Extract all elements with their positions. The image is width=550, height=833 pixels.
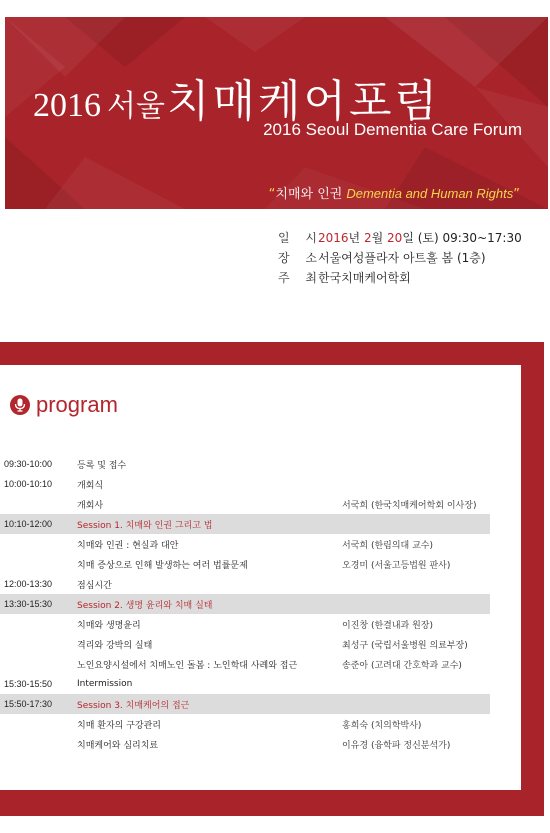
schedule-speaker [342, 594, 490, 614]
schedule-row [0, 454, 490, 474]
schedule-speaker: 서국희 (한림의대 교수) [342, 540, 433, 551]
schedule-time: 13:30-15:30 [0, 594, 77, 614]
schedule-title: 개회식 [77, 480, 104, 491]
schedule-speaker: 송준아 (고려대 간호학과 교수) [342, 660, 462, 671]
schedule-title: 치매와 인권 : 현실과 대안 [77, 540, 179, 551]
title-main: 치매케어포럼 [166, 76, 440, 127]
schedule-speaker [342, 574, 490, 594]
title-year: 2016 [33, 87, 101, 124]
schedule-row [0, 734, 490, 754]
schedule-speaker: 이유경 (융학파 정신분석가) [342, 740, 451, 751]
english-title: 2016 Seoul Dementia Care Forum [263, 120, 522, 139]
schedule-time [0, 614, 77, 634]
schedule-speaker [342, 474, 490, 494]
host-value: 한국치매케어학회 [318, 271, 411, 285]
schedule-time [0, 654, 77, 674]
schedule-row [0, 714, 490, 734]
schedule-title: 개회사 [77, 500, 104, 511]
schedule-row [0, 474, 490, 494]
forum-theme [269, 183, 520, 202]
place-value: 서울여성플라자 아트홀 봄 (1층) [318, 251, 486, 265]
schedule-row [0, 494, 490, 514]
schedule-time: 10:10-12:00 [0, 514, 77, 534]
schedule-speaker: 홍희숙 (치의학박사) [342, 720, 422, 731]
schedule-speaker: 이진창 (한결내과 원장) [342, 620, 433, 631]
schedule-row [0, 594, 490, 614]
theme-korean: 치매와 인권 [275, 187, 343, 202]
place-label: 장 소 [278, 251, 323, 265]
schedule-title: Session 3. 치매케어의 접근 [77, 694, 342, 714]
schedule-time: 12:00-13:30 [4, 579, 53, 589]
host-label: 주 최 [278, 271, 323, 285]
schedule-row [0, 534, 490, 554]
date-month: 2 [363, 231, 372, 245]
schedule-speaker [342, 674, 490, 694]
schedule-speaker [342, 454, 490, 474]
schedule-row [0, 634, 490, 654]
schedule-time: 10:00-10:10 [4, 479, 53, 489]
schedule-title: 치매 증상으로 인해 발생하는 여러 법률문제 [77, 560, 248, 571]
schedule-time [0, 634, 77, 654]
date-label: 일 시 [278, 231, 323, 245]
theme-close-quote: ” [513, 187, 520, 202]
schedule-row [0, 694, 490, 714]
date-day: 20 [387, 231, 403, 245]
schedule-time [0, 534, 77, 554]
schedule-time [0, 494, 77, 514]
date-rest: 일 (토) 09:30~17:30 [402, 231, 522, 245]
schedule-row [0, 674, 490, 694]
schedule-title: 치매와 생명윤리 [77, 620, 141, 631]
schedule-speaker: 최성구 (국립서울병원 의료부장) [342, 640, 468, 651]
schedule-time [0, 734, 77, 754]
place-row [278, 248, 522, 268]
schedule-time [0, 554, 77, 574]
schedule-time: 09:30-10:00 [4, 459, 53, 469]
schedule-row [0, 514, 490, 534]
schedule-row [0, 614, 490, 634]
schedule-speaker [342, 694, 490, 714]
schedule-title: 격리와 강박의 실태 [77, 640, 153, 651]
program-title: program [36, 392, 118, 417]
schedule-title: 치매 환자의 구강관리 [77, 720, 161, 731]
program-heading [10, 392, 118, 418]
theme-open-quote: “ [268, 187, 276, 202]
schedule-title: Intermission [77, 679, 133, 689]
schedule-title: 등록 및 접수 [77, 460, 127, 471]
date-year-suffix: 년 [348, 231, 364, 245]
schedule-title: 점심시간 [77, 580, 112, 591]
date-month-suffix: 월 [371, 231, 388, 245]
schedule-row [0, 554, 490, 574]
schedule-title: 치매케어와 심리치료 [77, 740, 159, 751]
event-info [278, 228, 522, 288]
schedule-title: 노인요양시설에서 치매노인 돌봄 : 노인학대 사례와 접근 [77, 660, 298, 671]
schedule-row [0, 574, 490, 594]
date-value [318, 228, 522, 248]
theme-english: Dementia and Human Rights [346, 186, 514, 201]
schedule-table [0, 454, 490, 754]
header-banner [5, 17, 548, 209]
microphone-icon [10, 395, 30, 415]
schedule-title: Session 2. 생명 윤리와 치매 실태 [77, 594, 342, 614]
schedule-title: Session 1. 치매와 인권 그리고 법 [77, 514, 342, 534]
title-city: 서울 [107, 89, 165, 124]
schedule-time: 15:30-15:50 [4, 679, 53, 689]
schedule-time [0, 714, 77, 734]
date-year: 2016 [318, 231, 349, 245]
schedule-speaker: 서국희 (한국치매케어학회 이사장) [342, 500, 477, 511]
host-row [278, 268, 522, 288]
schedule-speaker [342, 514, 490, 534]
schedule-speaker: 오경미 (서울고등법원 판사) [342, 560, 451, 571]
date-row [278, 228, 522, 248]
schedule-row [0, 654, 490, 674]
schedule-time: 15:50-17:30 [0, 694, 77, 714]
